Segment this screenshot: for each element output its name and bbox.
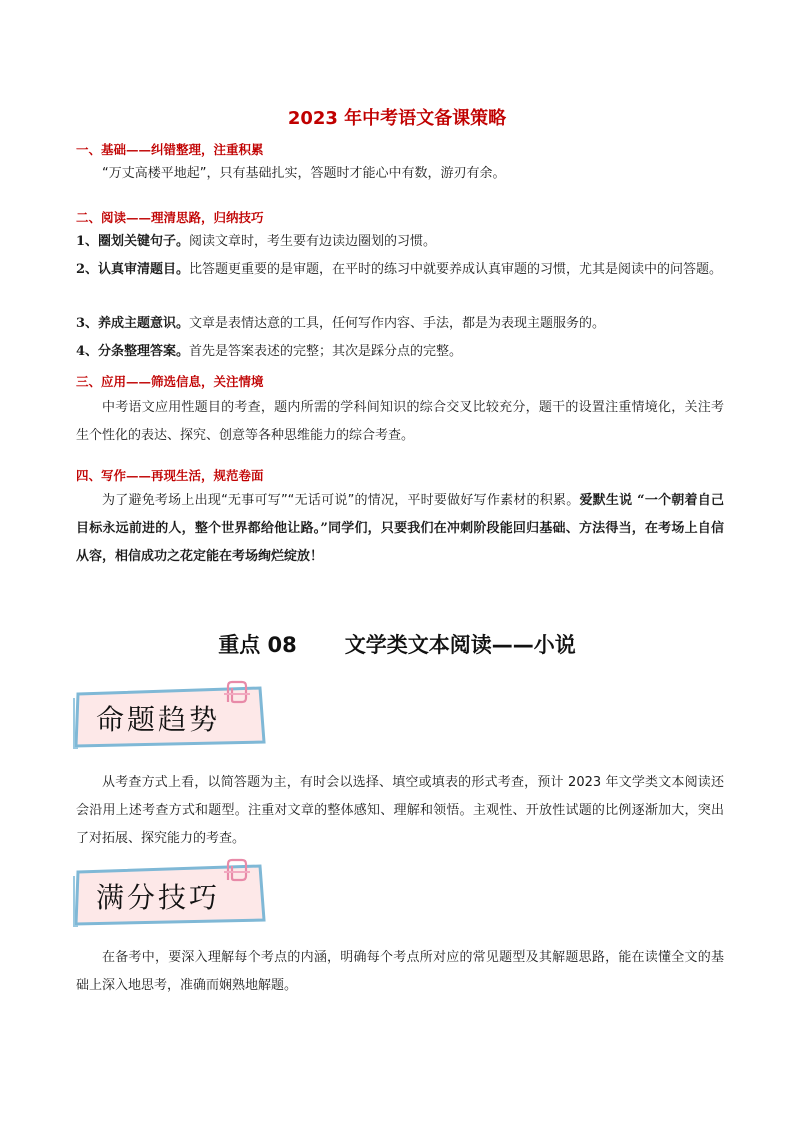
section-heading-writing: 四、写作——再现生活，规范卷面 [76,468,264,483]
list-item [76,338,724,366]
item-text: 比答题更重要的是审题，在平时的练习中就要养成认真审题的习惯，尤其是阅读中的问答题。 [189,262,723,277]
section-paragraph-basics: “万丈高楼平地起”，只有基础扎实，答题时才能心中有数，游刃有余。 [102,166,506,181]
item-text: 文章是表情达意的工具，任何写作内容、手法，都是为表现主题服务的。 [189,316,606,331]
paperclip-icon [222,680,252,706]
item-label: 4、分条整理答案。 [76,344,190,359]
section-paragraph-application: 中考语文应用性题目的考查，题内所需的学科间知识的综合交叉比较充分，题干的设置注重情境化，关注考生个性化的表达、探究、创意等各种思维能力的综合考查。 [76,400,724,443]
item-label: 1、圈划关键句子。 [76,234,190,249]
paperclip-icon [222,858,252,884]
item-text: 首先是答案表述的完整；其次是踩分点的完整。 [189,344,463,359]
list-item [76,228,724,256]
list-item [76,310,724,338]
focus-title [0,629,794,659]
banner-skills [72,862,270,928]
item-label: 3、养成主题意识。 [76,316,190,331]
page-title: 2023 年中考语文备课策略 [287,108,507,129]
item-text: 阅读文章时，考生要有边读边圈划的习惯。 [189,234,437,249]
focus-heading: 文学类文本阅读——小说 [344,633,576,657]
section-heading-basics: 一、基础——纠错整理，注重积累 [76,142,264,157]
focus-number: 重点 08 [218,633,297,657]
section-paragraph-writing [76,487,724,571]
list-item [76,256,724,284]
banner-trend [72,684,270,750]
item-label: 2、认真审清题目。 [76,262,190,277]
section-heading-application: 三、应用——筛选信息，关注情境 [76,374,264,389]
banner-label: 命题趋势 [96,703,221,736]
banner-paragraph-trend: 从考查方式上看，以简答题为主，有时会以选择、填空或填表的形式考查，预计 2023 年文学类文本阅读还会沿用上述考查方式和题型。注重对文章的整体感知、理解和领悟。主观性、开放性试题的比例逐渐加大，突出了对拓展、探究能力的考查。 [76,775,724,846]
section-heading-reading: 二、阅读——理清思路，归纳技巧 [76,210,264,225]
writing-quote-text: 爱默生说 “一个朝着自己目标永远前进的人，整个世界都给他让路。”同学们，只要我们在冲刺阶段能回归基础、方法得当，在考场上自信从容，相信成功之花定能在考场绚烂绽放！ [76,493,724,564]
banner-label: 满分技巧 [96,881,221,914]
writing-plain-text: 为了避免考场上出现“无事可写”“无话可说”的情况，平时要做好写作素材的积累。 [102,493,580,508]
banner-paragraph-skills: 在备考中，要深入理解每个考点的内涵，明确每个考点所对应的常见题型及其解题思路，能在读懂全文的基础上深入地思考，准确而娴熟地解题。 [76,950,724,993]
